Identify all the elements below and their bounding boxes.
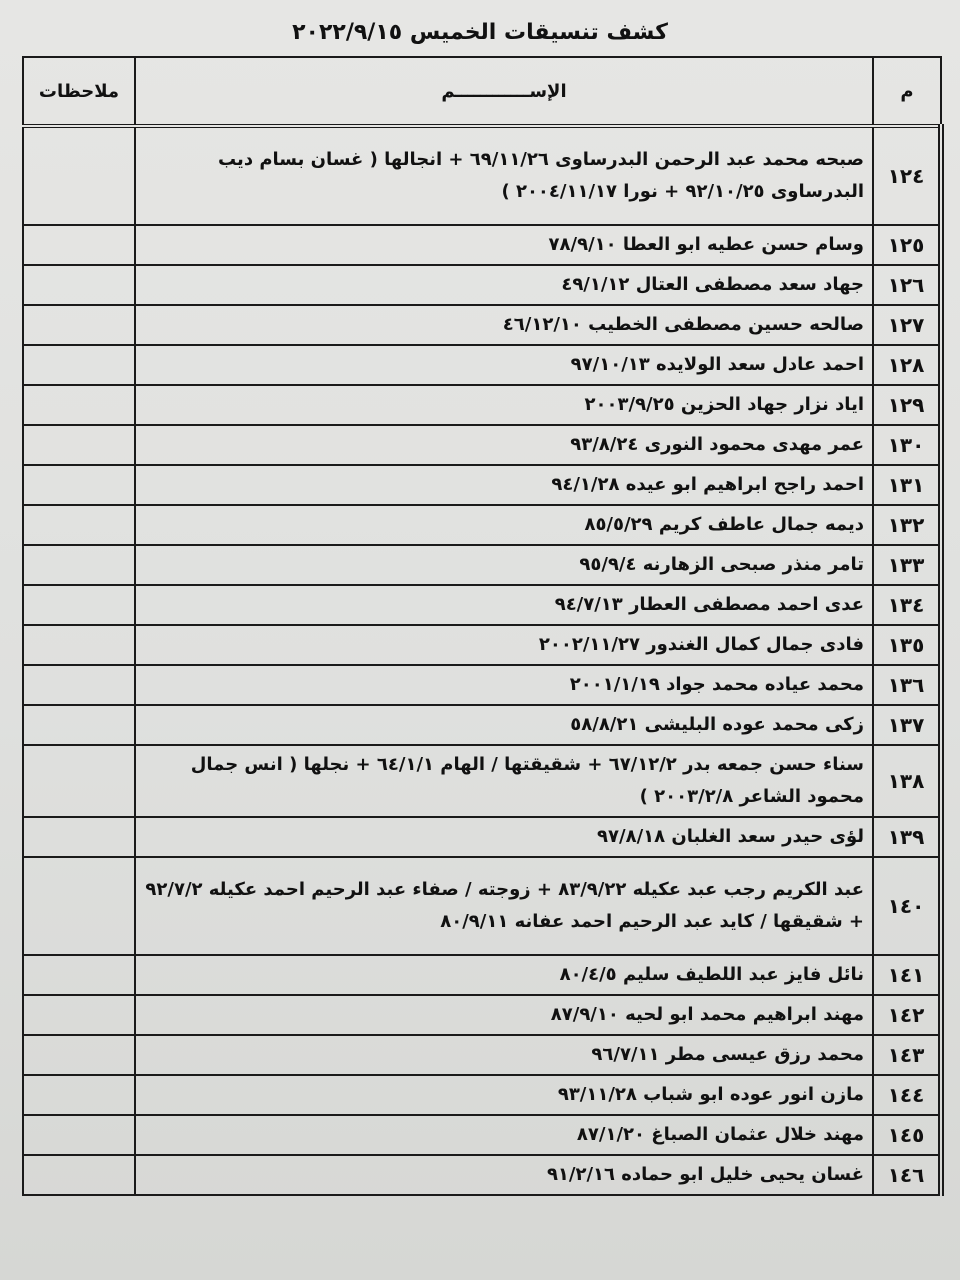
table-row: [23, 545, 941, 585]
row-notes: [23, 505, 135, 545]
table-row: [23, 465, 941, 505]
table-row: [23, 625, 941, 665]
row-notes: [23, 385, 135, 425]
row-number: ١٣٢: [873, 505, 941, 545]
row-name: مهند خلال عثمان الصباغ ٨٧/١/٢٠: [135, 1115, 873, 1155]
row-name: لؤى حيدر سعد الغلبان ٩٧/٨/١٨: [135, 817, 873, 857]
table-row: [23, 126, 941, 225]
row-notes: [23, 126, 135, 225]
row-number: ١٣٠: [873, 425, 941, 465]
row-name: تامر منذر صبحى الزهارنه ٩٥/٩/٤: [135, 545, 873, 585]
row-name: غسان يحيى خليل ابو حماده ٩١/٢/١٦: [135, 1155, 873, 1195]
page-title: كشف تنسيقات الخميس ٢٠٢٢/٩/١٥: [292, 20, 668, 45]
row-name: صالحه حسين مصطفى الخطيب ٤٦/١٢/١٠: [135, 305, 873, 345]
row-name: احمد عادل سعد الولايده ٩٧/١٠/١٣: [135, 345, 873, 385]
row-name: عمر مهدى محمود النورى ٩٣/٨/٢٤: [135, 425, 873, 465]
row-number: ١٢٥: [873, 225, 941, 265]
row-number: ١٢٤: [873, 126, 941, 225]
row-number: ١٤٠: [873, 857, 941, 955]
row-number: ١٤٤: [873, 1075, 941, 1115]
row-number: ١٣٥: [873, 625, 941, 665]
row-number: ١٢٩: [873, 385, 941, 425]
table-header-row: [23, 57, 941, 126]
row-name: صبحه محمد عبد الرحمن البدرساوى ٦٩/١١/٢٦ + انجالها ( غسان بسام ديب البدرساوى ٩٢/١٠/٢٥ + نورا ٢٠٠٤/١١/١٧ ): [135, 126, 873, 225]
row-notes: [23, 265, 135, 305]
names-table: [22, 56, 944, 1196]
table-row: [23, 505, 941, 545]
row-number: ١٣١: [873, 465, 941, 505]
row-notes: [23, 705, 135, 745]
row-name: احمد راجح ابراهيم ابو عيده ٩٤/١/٢٨: [135, 465, 873, 505]
row-name: عبد الكريم رجب عبد عكيله ٨٣/٩/٢٢ + زوجته / صفاء عبد الرحيم احمد عكيله ٩٢/٧/٢ + شقيقها / كايد عبد الرحيم احمد عفانه ٨٠/٩/١١: [135, 857, 873, 955]
row-number: ١٤٥: [873, 1115, 941, 1155]
row-number: ١٣٤: [873, 585, 941, 625]
row-name: فادى جمال كمال الغندور ٢٠٠٢/١١/٢٧: [135, 625, 873, 665]
row-notes: [23, 745, 135, 817]
table-row: [23, 665, 941, 705]
row-notes: [23, 955, 135, 995]
row-notes: [23, 665, 135, 705]
row-notes: [23, 1035, 135, 1075]
row-name: محمد رزق عيسى مطر ٩٦/٧/١١: [135, 1035, 873, 1075]
row-notes: [23, 857, 135, 955]
row-name: محمد عياده محمد جواد ٢٠٠١/١/١٩: [135, 665, 873, 705]
row-number: ١٤٢: [873, 995, 941, 1035]
table-row: [23, 1035, 941, 1075]
row-notes: [23, 465, 135, 505]
row-notes: [23, 817, 135, 857]
header-notes: ملاحظات: [23, 57, 135, 126]
row-number: ١٢٦: [873, 265, 941, 305]
table-row: [23, 857, 941, 955]
table-row: [23, 265, 941, 305]
table-row: [23, 995, 941, 1035]
row-name: جهاد سعد مصطفى العتال ٤٩/١/١٢: [135, 265, 873, 305]
row-name: عدى احمد مصطفى العطار ٩٤/٧/١٣: [135, 585, 873, 625]
row-notes: [23, 995, 135, 1035]
table-row: [23, 225, 941, 265]
row-number: ١٣٨: [873, 745, 941, 817]
row-notes: [23, 1155, 135, 1195]
table-row: [23, 1155, 941, 1195]
row-number: ١٣٧: [873, 705, 941, 745]
row-name: زكى محمد عوده البليشى ٥٨/٨/٢١: [135, 705, 873, 745]
row-notes: [23, 425, 135, 465]
row-number: ١٢٨: [873, 345, 941, 385]
header-name: الإســــــــــــم: [135, 57, 873, 126]
row-name: مهند ابراهيم محمد ابو لحيه ٨٧/٩/١٠: [135, 995, 873, 1035]
row-notes: [23, 305, 135, 345]
row-number: ١٣٦: [873, 665, 941, 705]
table-row: [23, 585, 941, 625]
table-row: [23, 345, 941, 385]
table-row: [23, 745, 941, 817]
row-number: ١٣٩: [873, 817, 941, 857]
row-notes: [23, 345, 135, 385]
row-name: نائل فايز عبد اللطيف سليم ٨٠/٤/٥: [135, 955, 873, 995]
row-number: ١٣٣: [873, 545, 941, 585]
row-number: ١٤٦: [873, 1155, 941, 1195]
row-name: وسام حسن عطيه ابو العطا ٧٨/٩/١٠: [135, 225, 873, 265]
row-name: ديمه جمال عاطف كريم ٨٥/٥/٢٩: [135, 505, 873, 545]
row-number: ١٢٧: [873, 305, 941, 345]
table-row: [23, 817, 941, 857]
row-name: اياد نزار جهاد الحزين ٢٠٠٣/٩/٢٥: [135, 385, 873, 425]
row-notes: [23, 225, 135, 265]
row-number: ١٤١: [873, 955, 941, 995]
row-notes: [23, 585, 135, 625]
row-number: ١٤٣: [873, 1035, 941, 1075]
row-notes: [23, 1075, 135, 1115]
table-row: [23, 1115, 941, 1155]
table-row: [23, 425, 941, 465]
table-row: [23, 385, 941, 425]
table-row: [23, 705, 941, 745]
row-notes: [23, 545, 135, 585]
table-row: [23, 305, 941, 345]
row-notes: [23, 1115, 135, 1155]
row-name: سناء حسن جمعه بدر ٦٧/١٢/٢ + شقيقتها / الهام ٦٤/١/١ + نجلها ( انس جمال محمود الشاعر ٢٠٠٣/٢/٨ ): [135, 745, 873, 817]
row-notes: [23, 625, 135, 665]
header-number: م: [873, 57, 941, 126]
table-row: [23, 955, 941, 995]
row-name: مازن انور عوده ابو شباب ٩٣/١١/٢٨: [135, 1075, 873, 1115]
table-row: [23, 1075, 941, 1115]
